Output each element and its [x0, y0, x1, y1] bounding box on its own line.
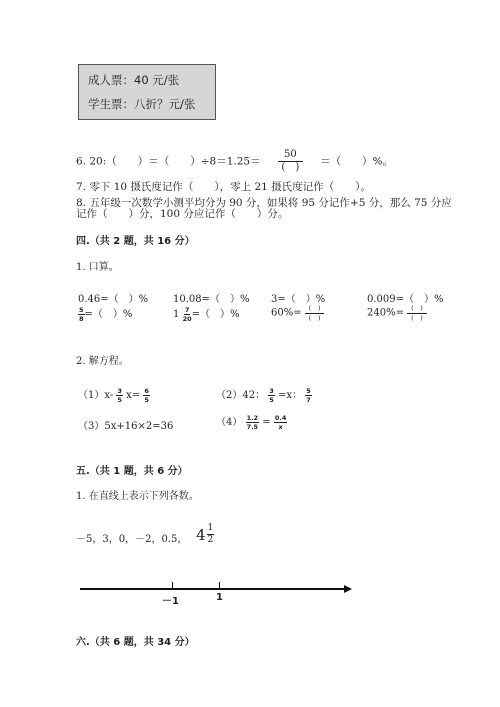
eq4-label: （4）: [216, 417, 243, 428]
calc-6-tail: =（ ）%: [191, 309, 240, 320]
calc-7-head: 60%=: [271, 307, 302, 319]
eq2-mid: =x：: [278, 390, 303, 401]
tick-minus-one: [172, 582, 173, 589]
mixed-number: [196, 524, 214, 545]
section-5-q1-title: 1. 在直线上表示下列各数。: [76, 491, 199, 502]
mixed-number-fraction: [207, 524, 215, 545]
question-8-line1: 8. 五年级一次数学小测平均分为 90 分，如果将 95 分记作+5 分，那么 75 分应: [76, 197, 452, 209]
eq4-fraction-1: [246, 415, 260, 431]
eq2-fraction-2: [305, 388, 312, 404]
section-4-q2-title: 2. 解方程。: [76, 356, 129, 367]
equation-3: （3）5x+16×2=36: [78, 421, 174, 432]
calc-5-den: 8: [79, 315, 84, 323]
number-line-arrow-icon: [344, 585, 352, 593]
section-5-title: 五.（共 1 题，共 6 分）: [76, 466, 188, 477]
equation-4: [216, 413, 287, 431]
adult-ticket-text: 成人票：40 元/张: [88, 73, 180, 87]
calc-4: 0.009=（ ）%: [367, 294, 444, 305]
calc-6-whole: 1: [173, 309, 180, 320]
calc-7-fraction: [305, 305, 325, 321]
q6-fraction-denominator: ( ): [281, 162, 300, 173]
number-list: －5，3，0，－2，0.5，: [76, 534, 188, 545]
question-6: [76, 150, 393, 173]
axis-label-minus-one: －1: [162, 596, 179, 607]
calc-6: [173, 305, 240, 323]
eq2-label: （2）42：: [216, 390, 266, 401]
equation-2: [216, 386, 312, 404]
eq1-den2: 5: [144, 396, 149, 404]
eq1-den1: 5: [117, 396, 122, 404]
eq4-num2: 0.4: [274, 413, 287, 422]
question-7: 7. 零下 10 摄氏度记作（ ），零上 21 摄氏度记作（ ）。: [76, 181, 371, 193]
calc-7-den: ( ): [308, 313, 321, 322]
eq2-num1: 3: [269, 386, 274, 395]
mixed-number-whole: 4: [196, 525, 206, 544]
calc-7: [271, 305, 324, 321]
student-ticket-text: 学生票：八折？元/张: [88, 97, 196, 111]
eq1-num2: 6: [144, 386, 149, 395]
q6-prefix: 6. 20:（ ）＝（ ）÷8＝1.25＝: [76, 155, 261, 168]
calc-5-tail: =（ ）%: [84, 309, 133, 320]
tick-one: [219, 582, 220, 589]
eq1-num1: 3: [117, 386, 122, 395]
eq4-den1: 7.5: [246, 423, 259, 431]
section-6-title: 六.（共 6 题，共 34 分）: [76, 637, 195, 648]
mixed-number-num: 1: [207, 523, 214, 533]
question-8-line2: 记作（ ）分，100 分应记作（ ）分。: [76, 208, 289, 220]
eq2-den2: 7: [306, 396, 311, 404]
calc-5: [78, 305, 132, 323]
eq4-fraction-2: [274, 415, 288, 431]
section-4-title: 四.（共 2 题，共 16 分）: [76, 236, 195, 247]
calc-8: [367, 305, 427, 321]
eq2-den1: 5: [269, 396, 274, 404]
q6-suffix: ＝（ ）%。: [320, 155, 394, 168]
calc-2: 10.08=（ ）%: [173, 294, 250, 305]
axis-label-one: 1: [216, 592, 223, 603]
equation-1: [78, 386, 150, 404]
eq4-mid: =: [262, 417, 271, 428]
q6-fraction-numerator: 50: [278, 150, 303, 162]
eq4-den2: x: [278, 423, 283, 431]
calc-8-fraction: [407, 305, 427, 321]
mixed-number-den: 2: [207, 535, 214, 545]
eq2-fraction-1: [268, 388, 275, 404]
q6-fraction: [278, 150, 303, 173]
eq1-label: （1）x-: [78, 390, 114, 401]
calc-8-den: ( ): [411, 313, 423, 322]
eq1-fraction-2: [143, 388, 150, 404]
section-4-q1-title: 1. 口算。: [76, 262, 119, 273]
calc-5-num: 5: [79, 305, 84, 314]
ticket-price-box: [78, 64, 216, 120]
eq1-fraction-1: [116, 388, 123, 404]
calc-3: 3=（ ）%: [271, 294, 326, 305]
eq4-num1: 1.2: [246, 413, 259, 422]
calc-6-den: 20: [182, 315, 192, 323]
calc-6-fraction: [183, 307, 192, 323]
eq2-num2: 5: [306, 386, 311, 395]
calc-7-num: ( ): [305, 305, 325, 314]
calc-8-num: ( ): [407, 305, 427, 314]
number-line: [80, 588, 348, 590]
calc-6-num: 7: [184, 305, 190, 314]
calc-1: 0.46=（ ）%: [78, 294, 149, 305]
calc-8-head: 240%=: [367, 307, 404, 319]
eq1-mid: x=: [126, 390, 141, 401]
